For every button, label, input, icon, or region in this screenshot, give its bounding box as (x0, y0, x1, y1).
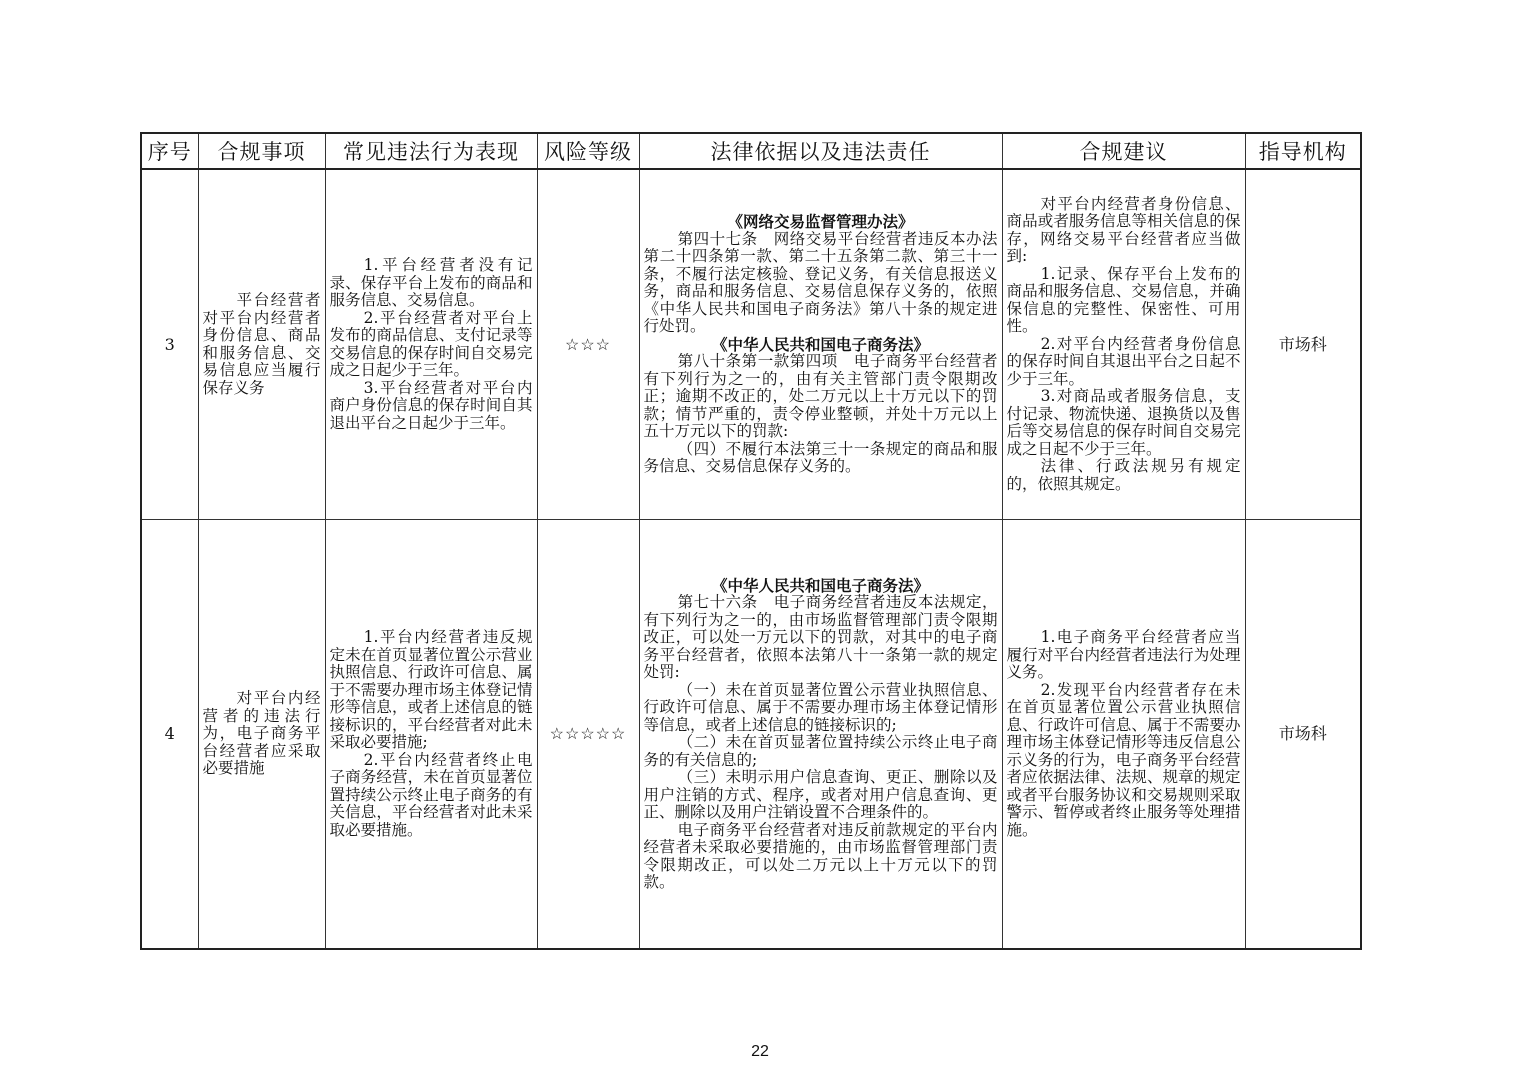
law-text: 第八十条第一款第四项 电子商务平台经营者有下列行为之一的，由有关主管部门责令限期改正；逾期不改正的，处二万元以上十万元以下的罚款；情节严重的，责令停业整顿，并处十万元以上五十万元以下的罚款: (643, 352, 998, 441)
header-seq: 序号 (141, 133, 198, 169)
behavior-text: 1.平台经营者没有记录、保存平台上发布的商品和服务信息、交易信息。 (329, 256, 533, 309)
header-law: 法律依据以及违法责任 (639, 133, 1002, 169)
law-text: （二）未在首页显著位置持续公示终止电子商务的有关信息的; (643, 733, 998, 769)
advice-text: 1.电子商务平台经营者应当履行对平台内经营者违法行为处理义务。 (1006, 628, 1241, 681)
advice-cell (1002, 520, 1245, 950)
risk-rating: ☆☆☆☆☆ (537, 520, 639, 950)
risk-rating: ☆☆☆ (537, 169, 639, 520)
header-risk: 风险等级 (537, 133, 639, 169)
behavior-text: 1.平台内经营者违反规定未在首页显著位置公示营业执照信息、行政许可信息、属于不需要办理市场主体登记情形等信息，或者上述信息的链接标识的，平台经营者对此未采取必要措施; (329, 628, 533, 751)
header-dept: 指导机构 (1245, 133, 1361, 169)
behavior-text: 2.平台内经营者终止电子商务经营，未在首页显著位置持续公示终止电子商务的有关信息，平台经营者对此未采取必要措施。 (329, 750, 533, 839)
law-text: （一）未在首页显著位置公示营业执照信息、行政许可信息、属于不需要办理市场主体登记情形等信息，或者上述信息的链接标识的; (643, 680, 998, 734)
compliance-table (140, 132, 1362, 950)
seq-cell: 4 (141, 520, 198, 950)
advice-text: 3.对商品或者服务信息，支付记录、物流快递、退换货以及售后等交易信息的保存时间自交易完成之日起不少于三年。 (1006, 387, 1241, 458)
behavior-cell (325, 520, 537, 950)
behavior-cell (325, 169, 537, 520)
law-text: 第七十六条 电子商务经营者违反本法规定，有下列行为之一的，由市场监督管理部门责令限期改正，可以处一万元以下的罚款，对其中的电子商务平台经营者，依照本法第八十一条第一款的规定处罚: (643, 593, 998, 681)
item-text: 平台经营者对平台内经营者身份信息、商品和服务信息、交易信息应当履行保存义务 (202, 291, 321, 397)
behavior-text: 2.平台经营者对平台上发布的商品信息、支付记录等交易信息的保存时间自交易完成之日起少于三年。 (329, 308, 533, 379)
advice-cell (1002, 169, 1245, 520)
law-title: 《中华人民共和国电子商务法》 (711, 575, 929, 595)
dept-cell: 市场科 (1245, 169, 1361, 520)
behavior-text: 3.平台经营者对平台内商户身份信息的保存时间自其退出平台之日起少于三年。 (329, 378, 533, 432)
advice-text: 法律、行政法规另有规定的，依照其规定。 (1006, 457, 1241, 493)
item-cell (198, 520, 325, 950)
law-text: 电子商务平台经营者对违反前款规定的平台内经营者未采取必要措施的，由市场监督管理部门责令限期改正，可以处二万元以上十万元以下的罚款。 (643, 820, 998, 891)
law-text: （四）不履行本法第三十一条规定的商品和服务信息、交易信息保存义务的。 (643, 439, 998, 476)
law-title: 《中华人民共和国电子商务法》 (711, 334, 929, 354)
law-text: 第四十七条 网络交易平台经营者违反本办法第二十四条第一款、第二十五条第二款、第三十一条，不履行法定核验、登记义务，有关信息报送义务，商品和服务信息、交易信息保存义务的，依照《中华人民共和国电子商务法》第八十条的规定进行处罚。 (643, 229, 998, 336)
law-text: （三）未明示用户信息查询、更正、删除以及用户注销的方式、程序，或者对用户信息查询、更正、删除以及用户注销设置不合理条件的。 (643, 768, 998, 821)
advice-text: 2.发现平台内经营者存在未在首页显著位置公示营业执照信息、行政许可信息、属于不需要办理市场主体登记情形等违反信息公示义务的行为，电子商务平台经营者应依据法律、法规、规章的规定或者平台服务协议和交易规则采取警示、暂停或者终止服务等处理措施。 (1006, 680, 1241, 839)
seq-cell: 3 (141, 169, 198, 520)
header-advice: 合规建议 (1002, 133, 1245, 169)
advice-text: 对平台内经营者身份信息、商品或者服务信息等相关信息的保存，网络交易平台经营者应当做到: (1006, 194, 1241, 266)
table-row (141, 169, 1361, 520)
law-cell (639, 169, 1002, 520)
page-number: 22 (751, 1043, 769, 1060)
table-header-row (141, 133, 1361, 169)
item-text: 对平台内经营者的违法行为，电子商务平台经营者应采取必要措施 (202, 689, 321, 778)
law-title: 《网络交易监督管理办法》 (727, 212, 914, 232)
header-behavior: 常见违法行为表现 (325, 133, 537, 169)
table-row (141, 520, 1361, 950)
item-cell (198, 169, 325, 520)
header-item: 合规事项 (198, 133, 325, 169)
advice-text: 2.对平台内经营者身份信息的保存时间自其退出平台之日起不少于三年。 (1006, 334, 1241, 388)
dept-cell: 市场科 (1245, 520, 1361, 950)
law-cell (639, 520, 1002, 950)
advice-text: 1.记录、保存平台上发布的商品和服务信息、交易信息，并确保信息的完整性、保密性、可用性。 (1006, 264, 1241, 336)
